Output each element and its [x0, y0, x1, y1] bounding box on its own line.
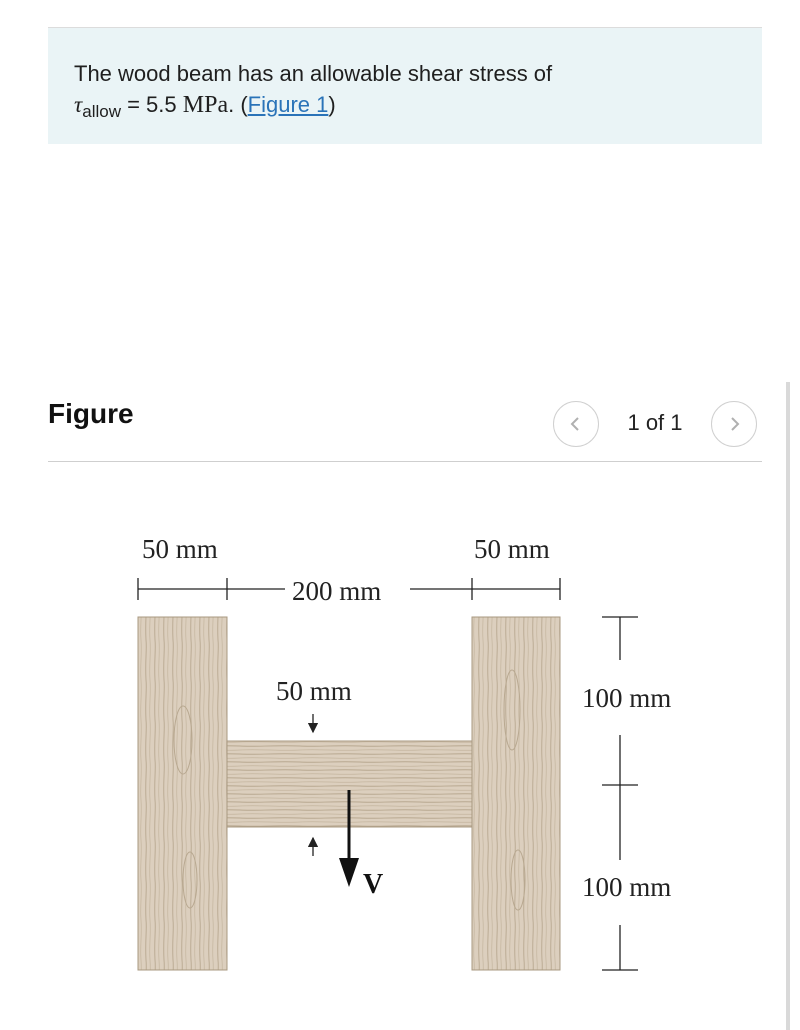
dim-left-flange-label: 50 mm: [142, 534, 218, 564]
dim-gap-label: 200 mm: [292, 576, 382, 606]
left-flange: [138, 617, 227, 970]
tau-symbol: τ: [74, 92, 83, 117]
dim-web-label: 50 mm: [276, 676, 352, 706]
equals-value: = 5.5: [120, 92, 183, 117]
problem-text-intro: The wood beam has an allowable shear stress of: [74, 61, 553, 86]
right-flange: [472, 617, 560, 970]
dim-lower-height-label: 100 mm: [582, 872, 672, 902]
figure-heading: Figure: [48, 398, 134, 429]
page-counter: 1 of 1: [627, 410, 683, 435]
figure-link[interactable]: Figure 1: [247, 92, 329, 117]
closing-paren: ): [328, 92, 336, 117]
dim-upper-height-label: 100 mm: [582, 683, 672, 713]
shear-force-arrowhead: [339, 858, 359, 887]
stress-unit: MPa: [182, 92, 229, 118]
tau-subscript: allow: [82, 102, 121, 121]
unit-suffix: . (: [228, 92, 248, 117]
shear-force-label: V: [363, 869, 384, 900]
dim-right-flange-label: 50 mm: [474, 534, 550, 564]
